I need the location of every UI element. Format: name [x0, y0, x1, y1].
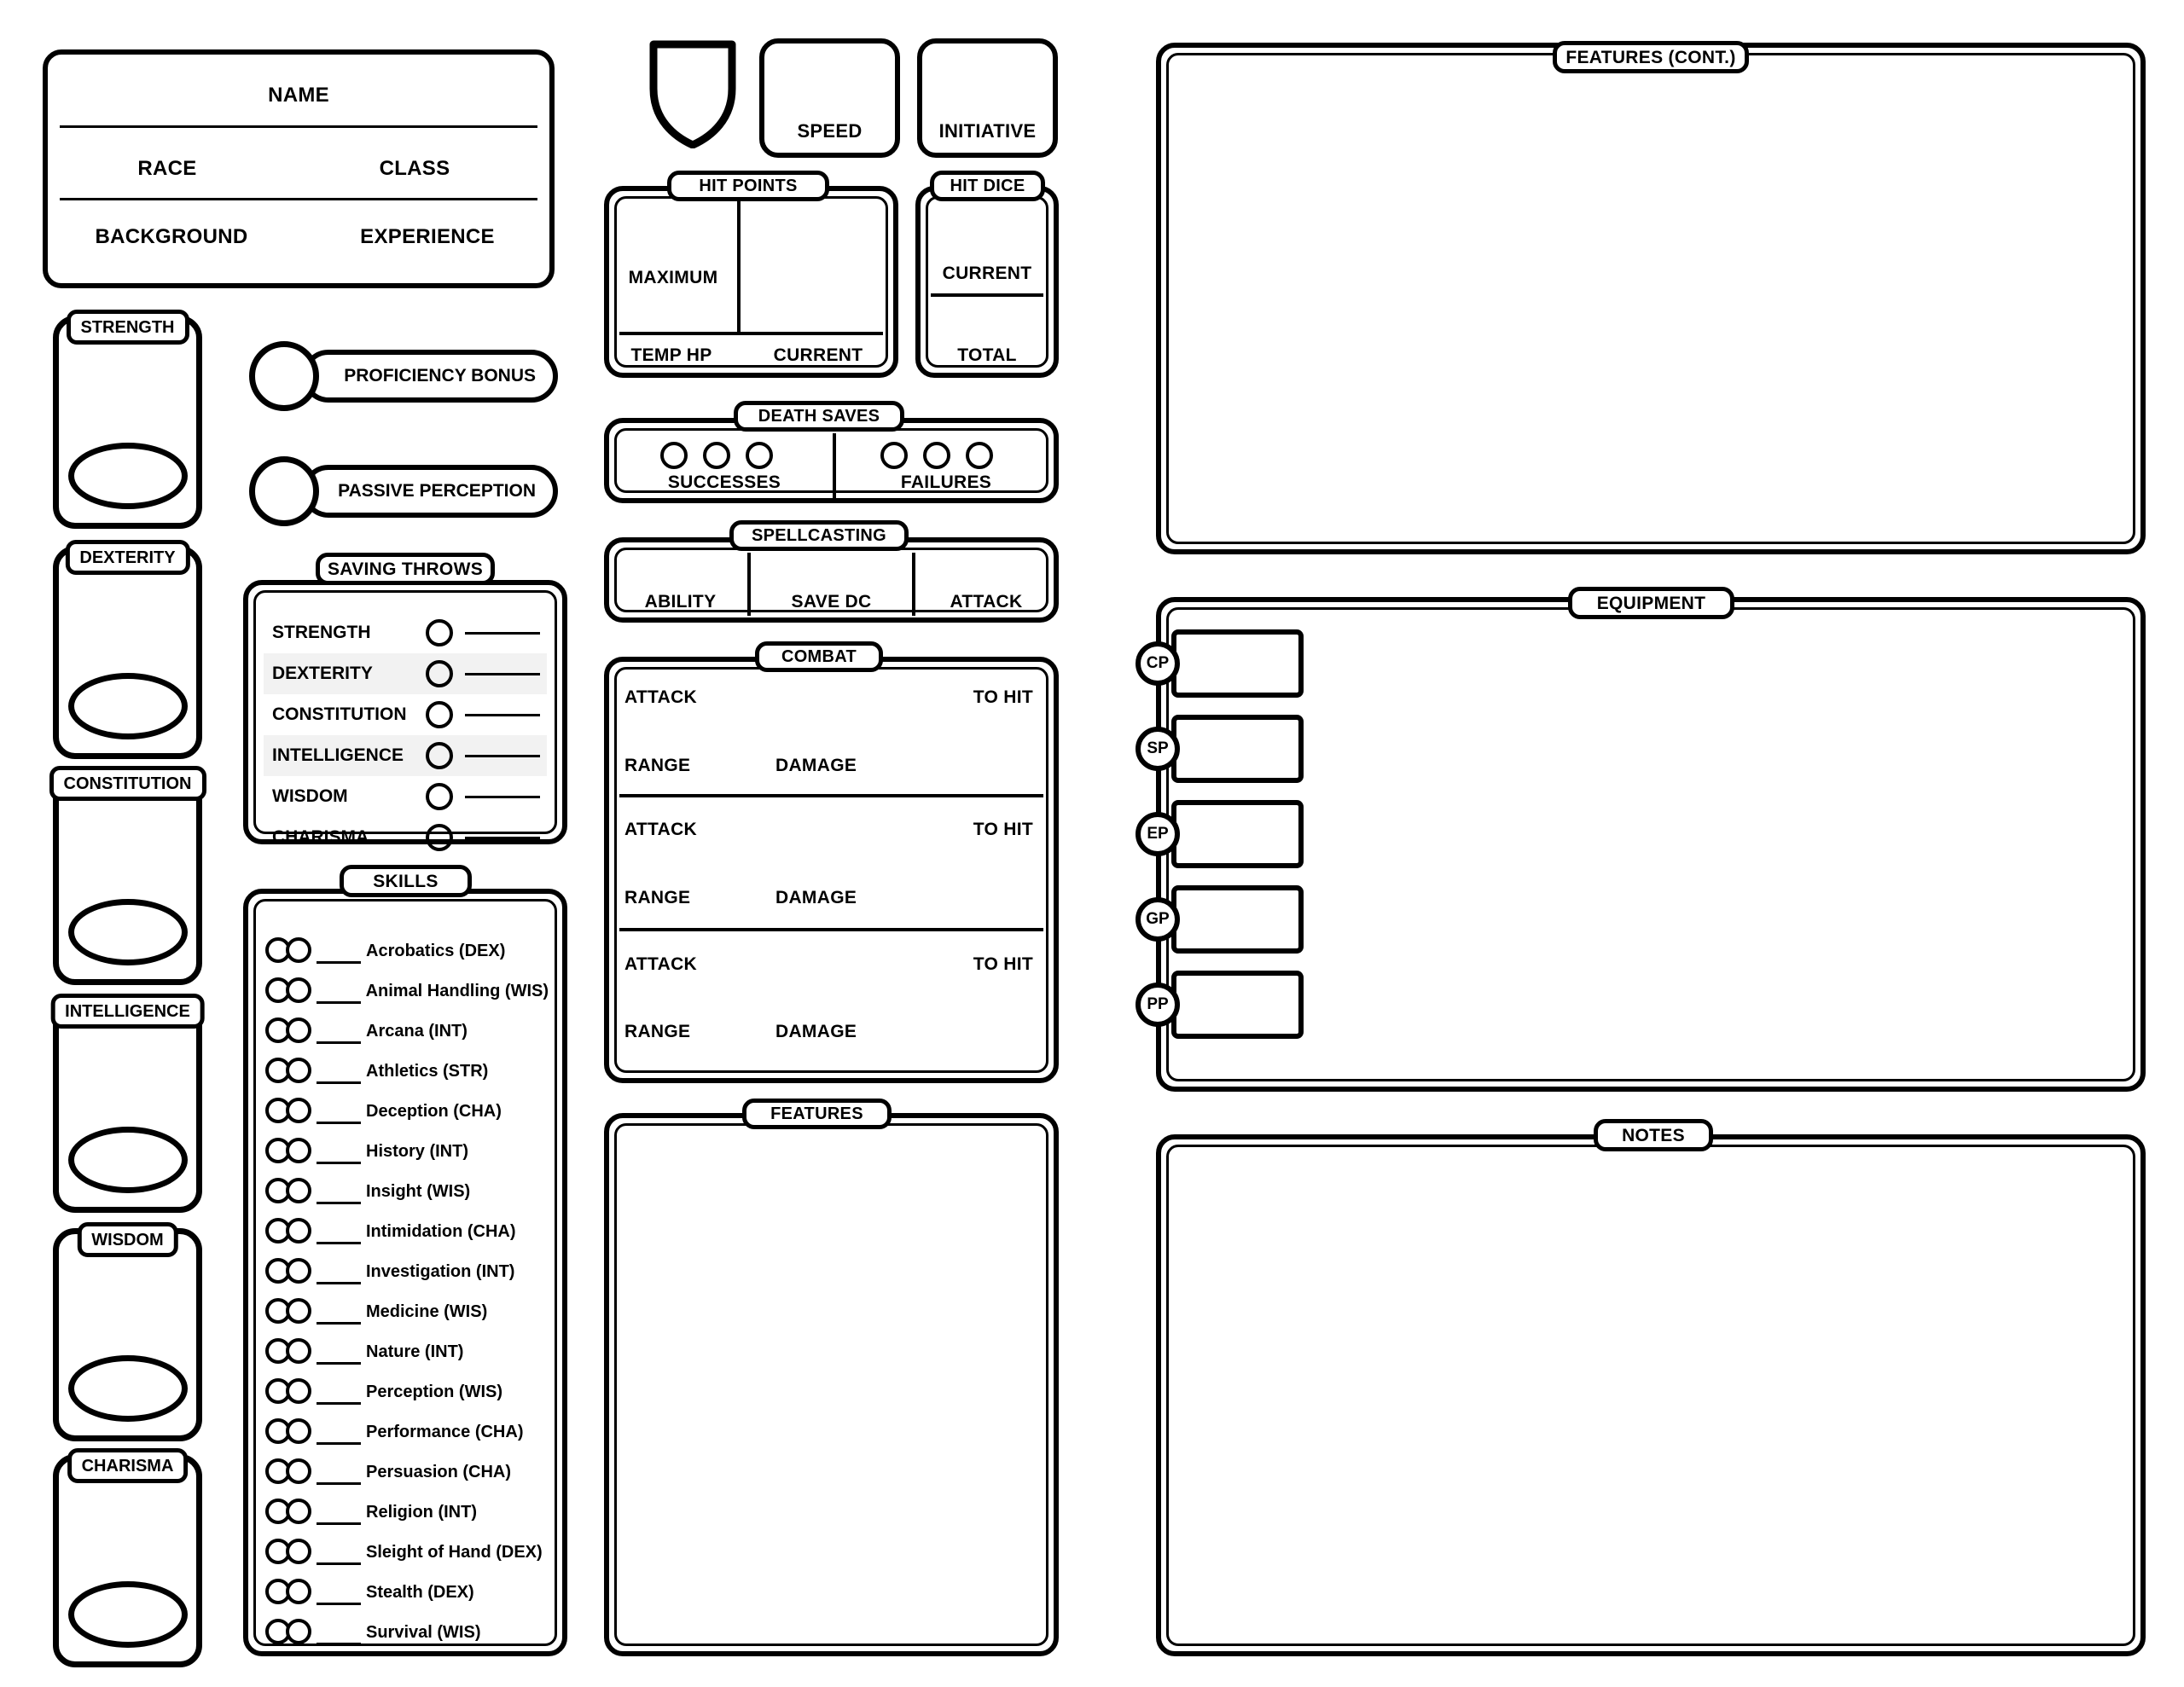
ability-name: STRENGTH — [67, 310, 189, 345]
skill-label: Acrobatics (DEX) — [366, 941, 506, 960]
character-identity-box — [43, 49, 555, 288]
skill-label: Survival (WIS) — [366, 1622, 481, 1642]
skill-row[interactable] — [265, 1212, 549, 1251]
value-line[interactable] — [317, 1442, 361, 1445]
combat-range-label: RANGE — [624, 1022, 691, 1041]
saving-throw-row[interactable] — [264, 735, 547, 776]
proficiency-bonus-value[interactable] — [249, 341, 319, 411]
death-save-failure[interactable] — [880, 442, 908, 469]
value-line[interactable] — [317, 1202, 361, 1204]
proficiency-toggle[interactable] — [426, 619, 453, 646]
death-save-successes-circles[interactable] — [660, 442, 773, 469]
passive-perception-value[interactable] — [249, 456, 319, 526]
skill-proficiency-toggles[interactable] — [265, 1458, 315, 1486]
features-cont-title: FEATURES (CONT.) — [1553, 41, 1749, 73]
skill-proficiency-toggles[interactable] — [265, 1579, 315, 1606]
currency-input-gp[interactable] — [1171, 885, 1304, 954]
skill-row[interactable] — [265, 1012, 549, 1051]
features-title: FEATURES — [742, 1099, 892, 1129]
death-saves-title: DEATH SAVES — [734, 401, 904, 432]
saving-throw-label: STRENGTH — [272, 623, 371, 642]
features-cont-box[interactable] — [1156, 43, 2146, 554]
spellcasting-title: SPELLCASTING — [729, 520, 909, 551]
passive-perception-row[interactable] — [249, 456, 573, 528]
skill-row[interactable] — [265, 1332, 549, 1371]
value-line[interactable] — [317, 1001, 361, 1004]
initiative-label: INITIATIVE — [938, 120, 1037, 142]
skill-proficiency-toggles[interactable] — [265, 1138, 315, 1165]
skill-row[interactable] — [265, 971, 549, 1011]
saving-throw-row[interactable] — [264, 776, 547, 817]
skill-row[interactable] — [265, 1533, 549, 1572]
skill-proficiency-toggles[interactable] — [265, 937, 315, 965]
skill-row[interactable] — [265, 1052, 549, 1091]
divider — [619, 928, 1043, 931]
skill-label: Medicine (WIS) — [366, 1301, 488, 1321]
ability-modifier-oval[interactable] — [68, 1127, 188, 1193]
ability-name: CHARISMA — [67, 1448, 189, 1483]
skill-proficiency-toggles[interactable] — [265, 1418, 315, 1446]
skill-row[interactable] — [265, 1452, 549, 1492]
class-label: CLASS — [379, 157, 450, 180]
death-saves-successes-label: SUCCESSES — [667, 472, 781, 492]
skill-row[interactable] — [265, 1493, 549, 1532]
skill-proficiency-toggles[interactable] — [265, 1298, 315, 1325]
value-line[interactable] — [317, 961, 361, 964]
speed-box[interactable] — [759, 38, 900, 158]
value-line[interactable] — [465, 837, 540, 839]
spellcasting-ability-label: ABILITY — [644, 592, 717, 612]
value-line[interactable] — [317, 1362, 361, 1365]
ability-name: CONSTITUTION — [49, 766, 206, 801]
race-label: RACE — [137, 157, 197, 180]
combat-range-label: RANGE — [624, 756, 691, 775]
divider — [60, 198, 537, 200]
speed-label: SPEED — [797, 120, 863, 142]
death-save-success[interactable] — [746, 442, 773, 469]
divider — [833, 433, 836, 498]
value-line[interactable] — [317, 1643, 361, 1645]
skill-proficiency-toggles[interactable] — [265, 1017, 315, 1045]
saving-throw-row[interactable] — [264, 817, 547, 858]
death-save-failure[interactable] — [966, 442, 993, 469]
combat-damage-label: DAMAGE — [775, 888, 857, 907]
armor-class-shield[interactable] — [647, 36, 739, 148]
skill-label: Animal Handling (WIS) — [365, 981, 549, 1000]
ability-name: INTELLIGENCE — [50, 994, 205, 1029]
hit-points-title: HIT POINTS — [667, 171, 829, 201]
skill-proficiency-toggles[interactable] — [265, 1619, 315, 1646]
spellcasting-save-dc-label: SAVE DC — [791, 592, 872, 612]
divider — [619, 794, 1043, 797]
skill-proficiency-toggles[interactable] — [265, 1058, 315, 1085]
value-line[interactable] — [317, 1562, 361, 1565]
skill-label: Deception (CHA) — [366, 1101, 502, 1121]
currency-input-ep[interactable] — [1171, 800, 1304, 868]
divider — [737, 201, 741, 333]
skill-row[interactable] — [265, 1092, 549, 1131]
ability-wisdom[interactable] — [53, 1228, 202, 1441]
skill-label: Insight (WIS) — [366, 1181, 471, 1201]
currency-row-cp[interactable] — [1136, 629, 1332, 698]
value-line[interactable] — [465, 632, 540, 635]
saving-throw-label: WISDOM — [272, 786, 348, 806]
death-saves-failures-label: FAILURES — [900, 472, 992, 492]
initiative-box[interactable] — [917, 38, 1058, 158]
value-line[interactable] — [317, 1603, 361, 1605]
death-save-failures-circles[interactable] — [880, 442, 993, 469]
skill-row[interactable] — [265, 1412, 549, 1452]
skill-row[interactable] — [265, 1292, 549, 1331]
hit-points-box[interactable] — [604, 186, 898, 378]
combat-attack-label: ATTACK — [624, 954, 698, 974]
skill-label: Athletics (STR) — [366, 1061, 489, 1081]
skill-label: History (INT) — [366, 1141, 468, 1161]
combat-title: COMBAT — [755, 641, 883, 672]
divider — [60, 125, 537, 128]
passive-perception-label: PASSIVE PERCEPTION — [302, 465, 558, 518]
saving-throws-title: SAVING THROWS — [316, 553, 495, 585]
value-line[interactable] — [465, 796, 540, 798]
ability-name: WISDOM — [77, 1222, 177, 1257]
ability-modifier-oval[interactable] — [68, 1581, 188, 1648]
saving-throws-box — [243, 580, 567, 847]
currency-input-cp[interactable] — [1171, 629, 1304, 698]
skill-proficiency-toggles[interactable] — [265, 1338, 315, 1365]
skill-proficiency-toggles[interactable] — [265, 1218, 315, 1245]
skill-label: Arcana (INT) — [366, 1021, 468, 1041]
ability-strength[interactable] — [53, 316, 202, 529]
combat-range-label: RANGE — [624, 888, 691, 907]
skill-proficiency-toggles[interactable] — [265, 1499, 315, 1526]
currency-row-gp[interactable] — [1136, 885, 1332, 954]
name-label: NAME — [268, 84, 329, 107]
combat-to-hit-label: TO HIT — [973, 954, 1033, 974]
notes-box[interactable] — [1156, 1134, 2146, 1656]
skill-proficiency-toggles[interactable] — [265, 1098, 315, 1125]
value-line[interactable] — [317, 1482, 361, 1485]
hit-dice-current-label: CURRENT — [942, 264, 1032, 283]
background-label: BACKGROUND — [95, 225, 248, 248]
combat-damage-label: DAMAGE — [775, 1022, 857, 1041]
saving-throw-row[interactable] — [264, 653, 547, 694]
proficiency-toggle[interactable] — [426, 824, 453, 851]
skill-proficiency-toggles[interactable] — [265, 1378, 315, 1406]
divider — [912, 553, 915, 616]
hp-maximum-label: MAXIMUM — [628, 268, 718, 287]
divider — [619, 332, 883, 335]
ability-modifier-oval[interactable] — [68, 673, 188, 739]
currency-label-pp: PP — [1136, 983, 1180, 1027]
value-line[interactable] — [317, 1322, 361, 1325]
ability-dexterity[interactable] — [53, 546, 202, 759]
combat-attack-label: ATTACK — [624, 687, 698, 707]
proficiency-toggle[interactable] — [426, 701, 453, 728]
ability-modifier-oval[interactable] — [68, 1355, 188, 1422]
saving-throw-label: INTELLIGENCE — [272, 745, 404, 765]
skill-label: Intimidation (CHA) — [366, 1221, 516, 1241]
combat-damage-label: DAMAGE — [775, 756, 857, 775]
features-box[interactable] — [604, 1113, 1059, 1656]
skill-row[interactable] — [265, 931, 549, 971]
death-save-success[interactable] — [660, 442, 688, 469]
skill-label: Sleight of Hand (DEX) — [366, 1542, 543, 1562]
currency-input-pp[interactable] — [1171, 971, 1304, 1039]
currency-label-sp: SP — [1136, 727, 1180, 771]
ability-name: DEXTERITY — [65, 540, 189, 575]
value-line[interactable] — [465, 673, 540, 675]
currency-label-gp: GP — [1136, 897, 1180, 942]
ability-modifier-oval[interactable] — [68, 443, 188, 509]
proficiency-toggle[interactable] — [426, 660, 453, 687]
proficiency-toggle[interactable] — [426, 783, 453, 810]
ability-charisma[interactable] — [53, 1454, 202, 1667]
equipment-box[interactable] — [1146, 597, 2146, 1092]
proficiency-bonus-label: PROFICIENCY BONUS — [302, 350, 558, 403]
hp-current-label: CURRENT — [773, 345, 863, 365]
ability-modifier-oval[interactable] — [68, 899, 188, 965]
skill-label: Stealth (DEX) — [366, 1582, 474, 1602]
proficiency-bonus-row[interactable] — [249, 341, 573, 413]
combat-to-hit-label: TO HIT — [973, 687, 1033, 707]
hit-dice-box[interactable] — [915, 186, 1059, 378]
skill-proficiency-toggles[interactable] — [265, 1539, 315, 1566]
value-line[interactable] — [317, 1041, 361, 1044]
hp-temp-label: TEMP HP — [630, 345, 712, 365]
currency-label-ep: EP — [1136, 812, 1180, 856]
equipment-title: EQUIPMENT — [1568, 587, 1734, 619]
death-save-success[interactable] — [703, 442, 730, 469]
skill-proficiency-toggles[interactable] — [265, 1258, 315, 1285]
saving-throw-row[interactable] — [264, 612, 547, 653]
proficiency-toggle[interactable] — [426, 742, 453, 769]
ability-constitution[interactable] — [53, 772, 202, 985]
ability-intelligence[interactable] — [53, 1000, 202, 1213]
skill-row[interactable] — [265, 1573, 549, 1612]
value-line[interactable] — [465, 755, 540, 757]
divider — [747, 553, 751, 616]
skills-title: SKILLS — [340, 865, 472, 897]
shield-icon — [647, 36, 739, 148]
skill-label: Investigation (INT) — [366, 1261, 515, 1281]
skills-box — [243, 889, 567, 1656]
currency-input-sp[interactable] — [1171, 715, 1304, 783]
notes-title: NOTES — [1594, 1119, 1713, 1151]
death-save-failure[interactable] — [923, 442, 950, 469]
skill-row[interactable] — [265, 1132, 549, 1171]
divider — [931, 293, 1043, 297]
value-line[interactable] — [317, 1282, 361, 1284]
value-line[interactable] — [317, 1162, 361, 1164]
saving-throw-row[interactable] — [264, 694, 547, 735]
skill-label: Nature (INT) — [366, 1342, 464, 1361]
value-line[interactable] — [317, 1081, 361, 1084]
skill-row[interactable] — [265, 1172, 549, 1211]
hit-dice-title: HIT DICE — [930, 171, 1045, 201]
combat-to-hit-label: TO HIT — [973, 820, 1033, 839]
skill-proficiency-toggles[interactable] — [265, 1178, 315, 1205]
value-line[interactable] — [317, 1522, 361, 1525]
currency-row-pp[interactable] — [1136, 971, 1332, 1039]
skill-label: Performance (CHA) — [366, 1422, 524, 1441]
saving-throw-label: DEXTERITY — [272, 664, 373, 683]
skill-label: Persuasion (CHA) — [366, 1462, 512, 1481]
skill-label: Perception (WIS) — [366, 1382, 503, 1401]
combat-attack-label: ATTACK — [624, 820, 698, 839]
skill-label: Religion (INT) — [366, 1502, 477, 1522]
experience-label: EXPERIENCE — [360, 225, 495, 248]
skill-proficiency-toggles[interactable] — [265, 977, 315, 1005]
saving-throw-label: CHARISMA — [272, 827, 369, 847]
hit-dice-total-label: TOTAL — [957, 345, 1017, 365]
value-line[interactable] — [317, 1122, 361, 1124]
value-line[interactable] — [317, 1242, 361, 1244]
currency-row-sp[interactable] — [1136, 715, 1332, 783]
skill-row[interactable] — [265, 1613, 549, 1652]
saving-throw-label: CONSTITUTION — [272, 704, 407, 724]
value-line[interactable] — [465, 714, 540, 716]
combat-box[interactable] — [604, 657, 1059, 1083]
skill-row[interactable] — [265, 1252, 549, 1291]
spellcasting-attack-label: ATTACK — [950, 592, 1023, 612]
value-line[interactable] — [317, 1402, 361, 1405]
currency-row-ep[interactable] — [1136, 800, 1332, 868]
skill-row[interactable] — [265, 1372, 549, 1412]
currency-label-cp: CP — [1136, 641, 1180, 686]
